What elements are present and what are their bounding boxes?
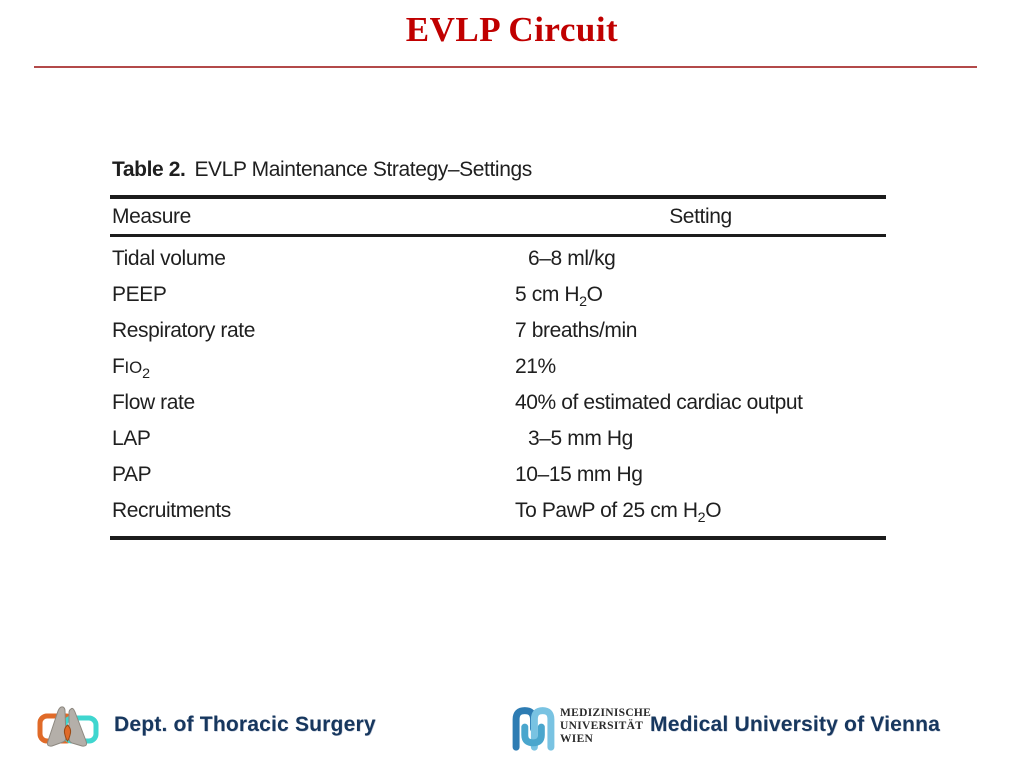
measure-cell: Flow rate — [112, 391, 195, 414]
setting-cell: To PawP of 25 cm $H_2O$ — [515, 499, 722, 527]
university-label: Medical University of Vienna — [650, 713, 940, 736]
meduni-wordmark — [560, 707, 660, 746]
column-header-measure: Measure — [112, 204, 191, 228]
setting-cell: 40% of estimated cardiac output — [515, 391, 803, 414]
department-label: Dept. of Thoracic Surgery — [114, 713, 376, 736]
setting-cell: 5 cm $H_2O$ — [515, 283, 603, 311]
measure-cell: PEEP — [112, 283, 167, 306]
measure-cell: Tidal volume — [112, 247, 226, 270]
measure-cell: LAP — [112, 427, 151, 450]
thoracic-surgery-lungs-icon — [36, 703, 100, 753]
setting-cell: 10–15 mm Hg — [515, 463, 643, 486]
settings-table — [110, 158, 886, 540]
table-row — [110, 313, 886, 349]
title-divider-line — [34, 66, 977, 68]
table-caption-label: Table 2. — [112, 158, 186, 181]
table-caption-text: EVLP Maintenance Strategy–Settings — [194, 158, 532, 181]
slide-title: EVLP Circuit — [405, 10, 619, 49]
measure-cell: $FIO_2$ — [112, 355, 150, 383]
table-body — [110, 237, 886, 536]
table-row — [110, 493, 886, 529]
table-row — [110, 241, 886, 277]
table-caption — [112, 158, 886, 182]
meduni-wordmark-line2: UNIVERSITÄT — [560, 720, 644, 732]
slide-footer — [0, 698, 1024, 758]
table-row — [110, 385, 886, 421]
measure-cell: Recruitments — [112, 499, 231, 522]
setting-cell: 6–8 ml/kg — [528, 247, 616, 270]
measure-cell: Respiratory rate — [112, 319, 255, 342]
meduni-wordmark-line3: WIEN — [560, 733, 594, 745]
table-header-row — [110, 199, 886, 234]
setting-cell: 21% — [515, 355, 556, 378]
table-row — [110, 421, 886, 457]
table-row — [110, 277, 886, 313]
setting-cell: 7 breaths/min — [515, 319, 638, 342]
meduni-wordmark-line1: MEDIZINISCHE — [560, 707, 652, 719]
table-row — [110, 349, 886, 385]
meduni-wien-logo-icon — [510, 702, 557, 754]
measure-cell: PAP — [112, 463, 152, 486]
column-header-setting: Setting — [669, 204, 732, 228]
table-row — [110, 457, 886, 493]
setting-cell: 3–5 mm Hg — [528, 427, 633, 450]
table-rule-bottom — [110, 536, 886, 540]
